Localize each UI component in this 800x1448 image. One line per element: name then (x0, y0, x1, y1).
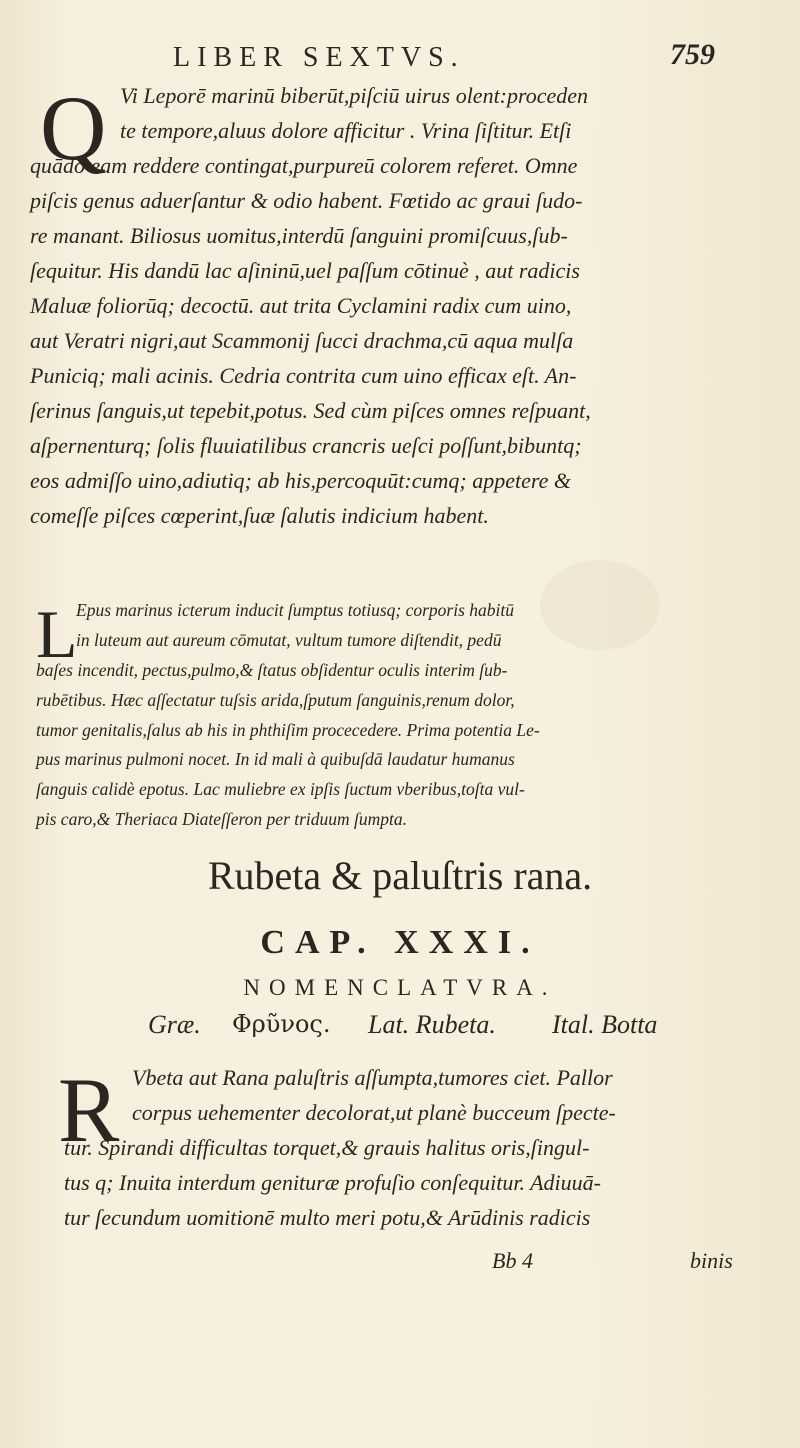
signature-mark: Bb 4 (492, 1248, 533, 1273)
chapter-title: Rubeta & paluſtris rana. (207, 853, 593, 898)
text-line: re manant. Biliosus uomitus,interdū ſanguini promiſcuus,ſub- (30, 223, 568, 248)
para1-body (30, 148, 740, 533)
text-line: aſpernenturq; ſolis fluuiatilibus crancris ueſci poſſunt,bibuntq; (30, 433, 582, 458)
drop-cap-r: R (58, 1059, 120, 1161)
chapter-number: CAP. XXXI. (260, 924, 540, 961)
para3-head (132, 1060, 737, 1130)
text-line: aut Veratri nigri,aut Scammonij ſucci drachma,cū aqua mulſa (30, 328, 574, 353)
text-line: Puniciq; mali acinis. Cedria contrita cum uino efficax eſt. An- (30, 363, 577, 388)
text-line: te tempore,aluus dolore afficitur . Vrina ſiſtitur. Etſi (120, 118, 572, 143)
catchword: binis (690, 1248, 733, 1273)
page-number: 759 (670, 38, 715, 71)
text-line: ſanguis calidè epotus. Lac muliebre ex ipſis ſuctum vberibus,toſta vul- (36, 779, 525, 800)
italian-name: Ital. Botta (552, 1010, 658, 1039)
drop-cap-q: Q (40, 77, 107, 179)
page-footer (0, 1248, 800, 1288)
text-line: pis caro,& Theriaca Diateſſeron per triduum ſumpta. (36, 808, 408, 829)
running-head: LIBER SEXTVS. (173, 42, 465, 73)
text-line: baſes incendit, pectus,pulmo,& ſtatus obſidentur oculis interim ſub- (36, 660, 508, 680)
para2-body (36, 656, 736, 835)
text-line: eos admiſſo uino,adiutiq; ab his,percoquūt:cumq; appetere & (30, 468, 571, 493)
greek-name: Φρῦνος. (232, 1010, 331, 1038)
text-line: corpus uehementer decolorat,ut planè bucceum ſpecte- (132, 1100, 616, 1125)
text-line: pus marinus pulmoni nocet. In id mali à quibuſdā laudatur humanus (36, 749, 515, 770)
para2-head (76, 596, 736, 656)
para3-body (64, 1130, 740, 1235)
text-line: Vi Leporē marinū biberūt,piſciū uirus olent:proceden (120, 83, 589, 108)
text-line: comeſſe piſces cœperint,ſuæ ſalutis indicium habent. (30, 503, 489, 528)
page-header (165, 38, 725, 78)
text-line: rubētibus. Hæc aſſectatur tuſsis arida,ſputum ſanguinis,renum dolor, (36, 689, 515, 710)
nomenclature-line (0, 1010, 800, 1050)
para1-head (120, 78, 730, 148)
text-line: Maluæ foliorūq; decoctū. aut trita Cyclamini radix cum uino, (30, 293, 572, 318)
text-line: ſerinus ſanguis,ut tepebit,potus. Sed cùm piſces omnes reſpuant, (30, 398, 591, 423)
drop-cap-l: L (36, 596, 78, 672)
text-line: in luteum aut aureum cōmutat, vultum tumore diſtendit, pedū (76, 629, 502, 650)
nomenclatura-heading: NOMENCLATVRA. (243, 975, 557, 1000)
text-line: piſcis genus aduerſantur & odio habent. Fœtido ac graui ſudo- (30, 188, 583, 213)
text-line: quādo eam reddere contingat,purpureū colorem referet. Omne (30, 153, 578, 178)
text-line: tus q; Inuita interdum genituræ profuſio conſequitur. Adiuuā- (64, 1170, 601, 1195)
text-line: tumor genitalis,ſalus ab his in phthiſim procecedere. Prima potentia Le- (36, 719, 540, 740)
text-line: tur. Spirandi difficultas torquet,& grauis halitus oris,ſingul- (64, 1135, 590, 1160)
greek-label: Græ. (148, 1010, 201, 1039)
text-line: tur ſecundum uomitionē multo meri potu,& Arūdinis radicis (64, 1205, 591, 1230)
text-line: Epus marinus icterum inducit ſumptus totiusq; corporis habitū (76, 600, 514, 620)
text-line: Vbeta aut Rana paluſtris aſſumpta,tumores ciet. Pallor (132, 1065, 613, 1090)
latin-name: Lat. Rubeta. (368, 1010, 496, 1039)
text-line: ſequitur. His dandū lac aſininū,uel paſſum cōtinuè , aut radicis (30, 258, 580, 283)
